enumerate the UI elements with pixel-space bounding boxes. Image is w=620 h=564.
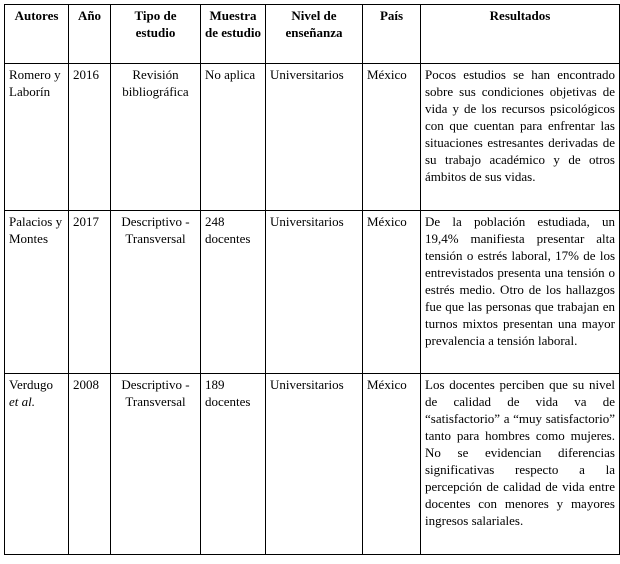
table-row bbox=[5, 64, 620, 211]
table-row bbox=[5, 374, 620, 555]
header-anio: Año bbox=[69, 5, 111, 64]
cell-muestra: 189 docentes bbox=[201, 374, 266, 555]
cell-nivel: Universitarios bbox=[266, 374, 363, 555]
header-muestra: Muestra de estudio bbox=[201, 5, 266, 64]
cell-muestra: No aplica bbox=[201, 64, 266, 211]
cell-tipo: Descriptivo - Transversal bbox=[111, 374, 201, 555]
header-autores: Autores bbox=[5, 5, 69, 64]
cell-autores: Palacios y Montes bbox=[5, 211, 69, 374]
header-nivel: Nivel de enseñanza bbox=[266, 5, 363, 64]
cell-anio: 2017 bbox=[69, 211, 111, 374]
cell-nivel: Universitarios bbox=[266, 211, 363, 374]
studies-table bbox=[4, 4, 620, 555]
header-tipo: Tipo de estudio bbox=[111, 5, 201, 64]
cell-resultados: De la población estudiada, un 19,4% manifiesta presentar alta tensión o estrés laboral, 17% de los entrevistados presenta una tensión o estrés medio. Otro de los hallazgos fue que las personas que trabajan en turnos mixtos presentan una mayor prevalencia a tensión laboral. bbox=[421, 211, 620, 374]
cell-resultados: Pocos estudios se han encontrado sobre sus condiciones objetivas de vida y de los recursos psicológicos con que cuentan para enfrentar las situaciones estresantes derivadas de su trabajo académico y de otros ámbitos de sus vidas. bbox=[421, 64, 620, 211]
cell-muestra: 248 docentes bbox=[201, 211, 266, 374]
cell-autores: Verdugo et al. bbox=[5, 374, 69, 555]
cell-nivel: Universitarios bbox=[266, 64, 363, 211]
cell-anio: 2016 bbox=[69, 64, 111, 211]
header-resultados: Resultados bbox=[421, 5, 620, 64]
cell-anio: 2008 bbox=[69, 374, 111, 555]
header-row bbox=[5, 5, 620, 64]
table-row bbox=[5, 211, 620, 374]
header-pais: País bbox=[363, 5, 421, 64]
cell-tipo: Revisión bibliográfica bbox=[111, 64, 201, 211]
cell-resultados: Los docentes perciben que su nivel de calidad de vida va de “satisfactorio” a “muy satisfactorio” tanto para hombres como mujeres. No se evidencian diferencias significativas respecto a la percepción de calidad de vida entre docentes con menores y mayores ingresos salariales. bbox=[421, 374, 620, 555]
cell-autores: Romero y Laborín bbox=[5, 64, 69, 211]
cell-pais: México bbox=[363, 374, 421, 555]
cell-pais: México bbox=[363, 211, 421, 374]
cell-pais: México bbox=[363, 64, 421, 211]
cell-tipo: Descriptivo - Transversal bbox=[111, 211, 201, 374]
